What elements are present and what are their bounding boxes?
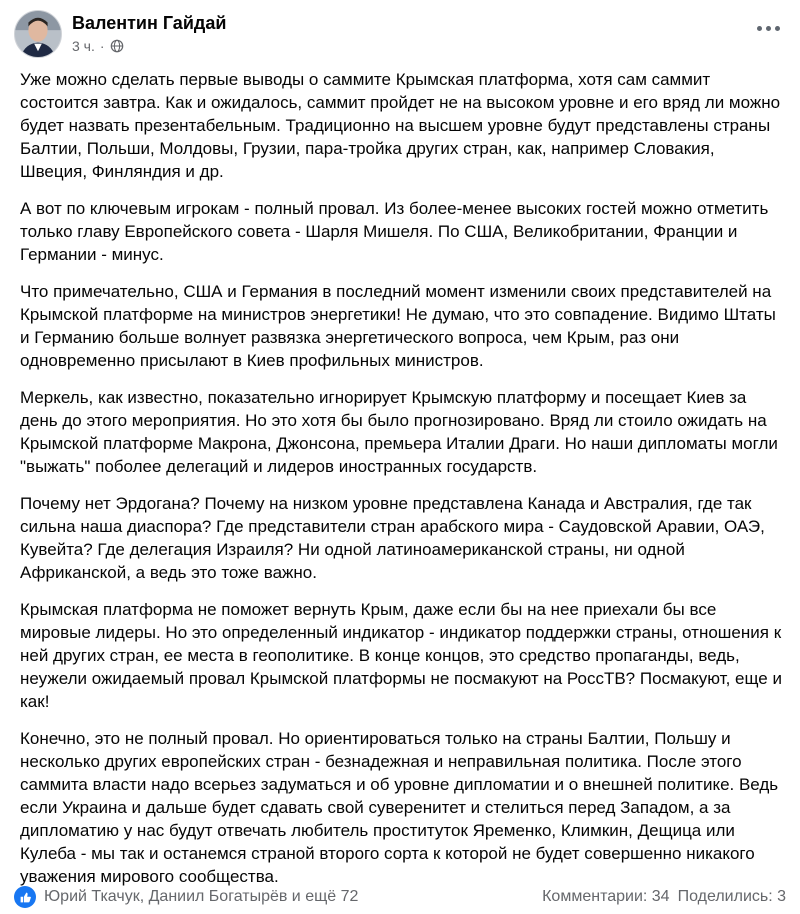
post-stats — [542, 888, 786, 906]
post-paragraph-3: Что примечательно, США и Германия в последний момент изменили своих представителей на Крымской платформе на министров энергетики! Не думаю, что это совпадение. Видимо Штаты и Германию больше волнует развязка энергетического вопроса, чем Крым, раз они одновременно присылают в Киев профильных министров. — [20, 282, 776, 370]
post-footer — [14, 884, 786, 910]
meta-separator: · — [99, 38, 105, 54]
post-text — [20, 68, 786, 902]
post-paragraph-1: Уже можно сделать первые выводы о саммите Крымская платформа, хотя сам саммит состоится завтра. Как и ожидалось, саммит пройдет не на высоком уровне и его вряд ли можно будет назвать презентабельным. Традиционно на высшем уровне будут представлены страны Балтии, Польши, Молдовы, Грузии, пара-тройка других стран, как, например Словакия, Швеция, Финляндия и др. — [20, 70, 781, 181]
shares-count[interactable]: Поделились: 3 — [677, 888, 786, 905]
post-header — [14, 10, 786, 60]
post-paragraph-7: Конечно, это не полный провал. Но ориентироваться только на страны Балтии, Польшу и несколько других европейских стран - безнадежная и неправильная политика. После этого саммита власти надо всерьез задуматься и об уровне дипломатии и о внешней политике. Ведь если Украина и дальше будет сдавать свой суверенитет и стелиться перед Западом, а за дипломатию у нас будут отвечать любитель проституток Яременко, Климкин, Дещица или Кулеба - мы так и останемся страной второго сорта к которой не будет совершенно никакого уважения мирового сообщества. — [20, 729, 779, 886]
comments-count[interactable]: Комментарии: 34 — [542, 888, 670, 905]
post-paragraph-6: Крымская платформа не поможет вернуть Крым, даже если бы на нее приехали бы все мировые лидеры. Но это определенный индикатор - индикатор поддержки страны, отношения к ней других стран, ее места в геополитике. В конце концов, это средство пропаганды, ведь, неужели ожидаемый провал Крымской платформы не посмакуют на РоссТВ? Посмакуют, еще и как! — [20, 600, 782, 711]
post-paragraph-4: Меркель, как известно, показательно игнорирует Крымскую платформу и посещает Киев за день до этого мероприятия. Но это хотя бы было прогнозировано. Вряд ли стоило ожидать на Крымской платформе Макрона, Джонсона, премьера Италии Драги. Но наши дипломаты могли "выжать" поболее делегаций и лидеров иностранных государств. — [20, 388, 778, 476]
post-paragraph-2: А вот по ключевым игрокам - полный провал. Из более-менее высоких гостей можно отметить только главу Европейского совета - Шарля Мишеля. По США, Великобритании, Франции и Германии - минус. — [20, 199, 769, 264]
reaction-names[interactable]: Юрий Ткачук, Даниил Богатырёв и ещё 72 — [44, 888, 359, 905]
avatar-image — [15, 11, 61, 57]
avatar[interactable] — [14, 10, 62, 58]
post-paragraph-5: Почему нет Эрдогана? Почему на низком уровне представлена Канада и Австралия, где так сильна наша диаспора? Где представители стран арабского мира - Саудовской Аравии, ОАЭ, Кувейта? Где делегация Израиля? Ни одной латиноамериканской страны, ни одной Африканской, а ведь это тоже важно. — [20, 494, 765, 582]
post-meta — [72, 38, 124, 54]
more-options-icon[interactable] — [750, 16, 786, 40]
globe-icon[interactable] — [110, 39, 124, 53]
author-name[interactable]: Валентин Гайдай — [72, 13, 227, 33]
like-icon[interactable] — [14, 886, 36, 908]
post-time[interactable]: 3 ч. — [72, 38, 95, 54]
